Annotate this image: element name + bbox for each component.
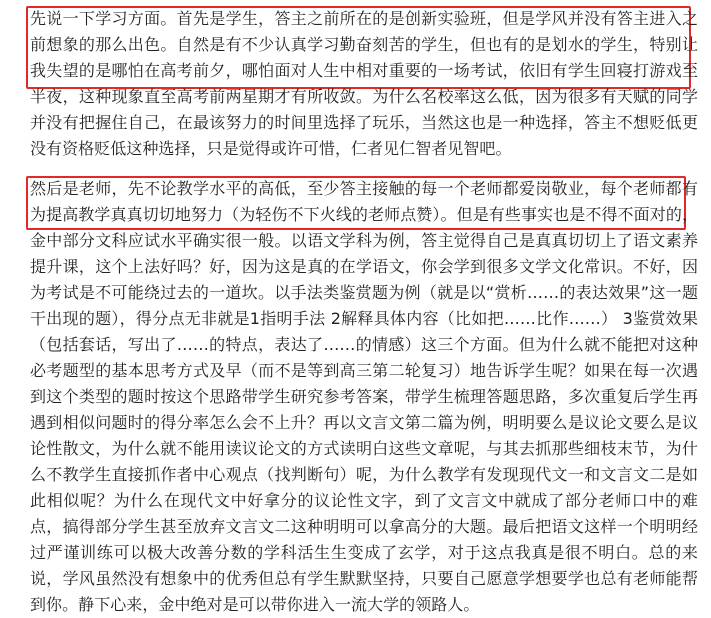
paragraph-study: 先说一下学习方面。首先是学生，答主之前所在的是创新实验班，但是学风并没有答主进入之前想象的那么出色。自然是有不少认真学习勤奋刻苦的学生，但也有的是划水的学生，特别让我失望的是哪怕在高考前夕，哪怕面对人生中相对重要的一场考试，依旧有学生回寝打游戏至半夜，这种现象直至高考前两星期才有所收敛。为什么名校率这么低，因为很多有天赋的同学并没有把握住自己，在最该努力的时间里选择了玩乐，当然这也是一种选择，答主不想贬低更没有资格贬低这种选择，只是觉得或许可惜，仁者见仁智者见智吧。 (30, 9, 698, 158)
paragraph-teachers: 然后是老师，先不论教学水平的高低，至少答主接触的每一个老师都爱岗敬业，每个老师都有为提高教学真真切切地努力（为轻伤不下火线的老师点赞）。但是有些事实也是不得不面对的，金中部分文科应试水平确实很一般。以语文学科为例，答主觉得自己是真真切切上了语文素养提升课，这个上法好吗？好，因为这是真的在学语文，你会学到很多文学文化常识。不好，因为考试是不可能绕过去的一道坎。以手法类鉴赏题为例（就是以“赏析……的表达效果”这一题干出现的题），得分点无非就是1指明手法 2解释具体内容（比如把……比作……） 3鉴赏效果（包括套话，写出了……的特点，表达了……的情感）这三个方面。但为什么就不能把对这种必考题型的基本思考方式及早（而不是等到高三第二轮复习）地告诉学生呢？如果在每一次遇到这个类型的题时按这个思路带学生研究参考答案，带学生梳理答题思路，多次重复后学生再遇到相似问题时的得分率怎么会不上升？再以文言文第二篇为例，明明要么是议论文要么是议论性散文，为什么就不能用读议论文的方式读明白这些文章呢，与其去抓那些细枝末节，为什么不教学生直接抓作者中心观点（找判断句）呢，为什么教学有发现现代文一和文言文二是如此相似呢？为什么在现代文中好拿分的议论性文字，到了文言文中就成了部分老师口中的难点，搞得部分学生甚至放弃文言文二这种明明可以拿高分的大题。最后把语文这样一个明明经过严谨训练可以极大改善分数的学科活生生变成了玄学，对于这点我真是很不明白。总的来说，学风虽然没有想象中的优秀但总有学生默默坚持，只要自己愿意学想要学也总有老师能帮到你。静下心来，金中绝对是可以带你进入一流大学的领路人。 (30, 179, 698, 614)
